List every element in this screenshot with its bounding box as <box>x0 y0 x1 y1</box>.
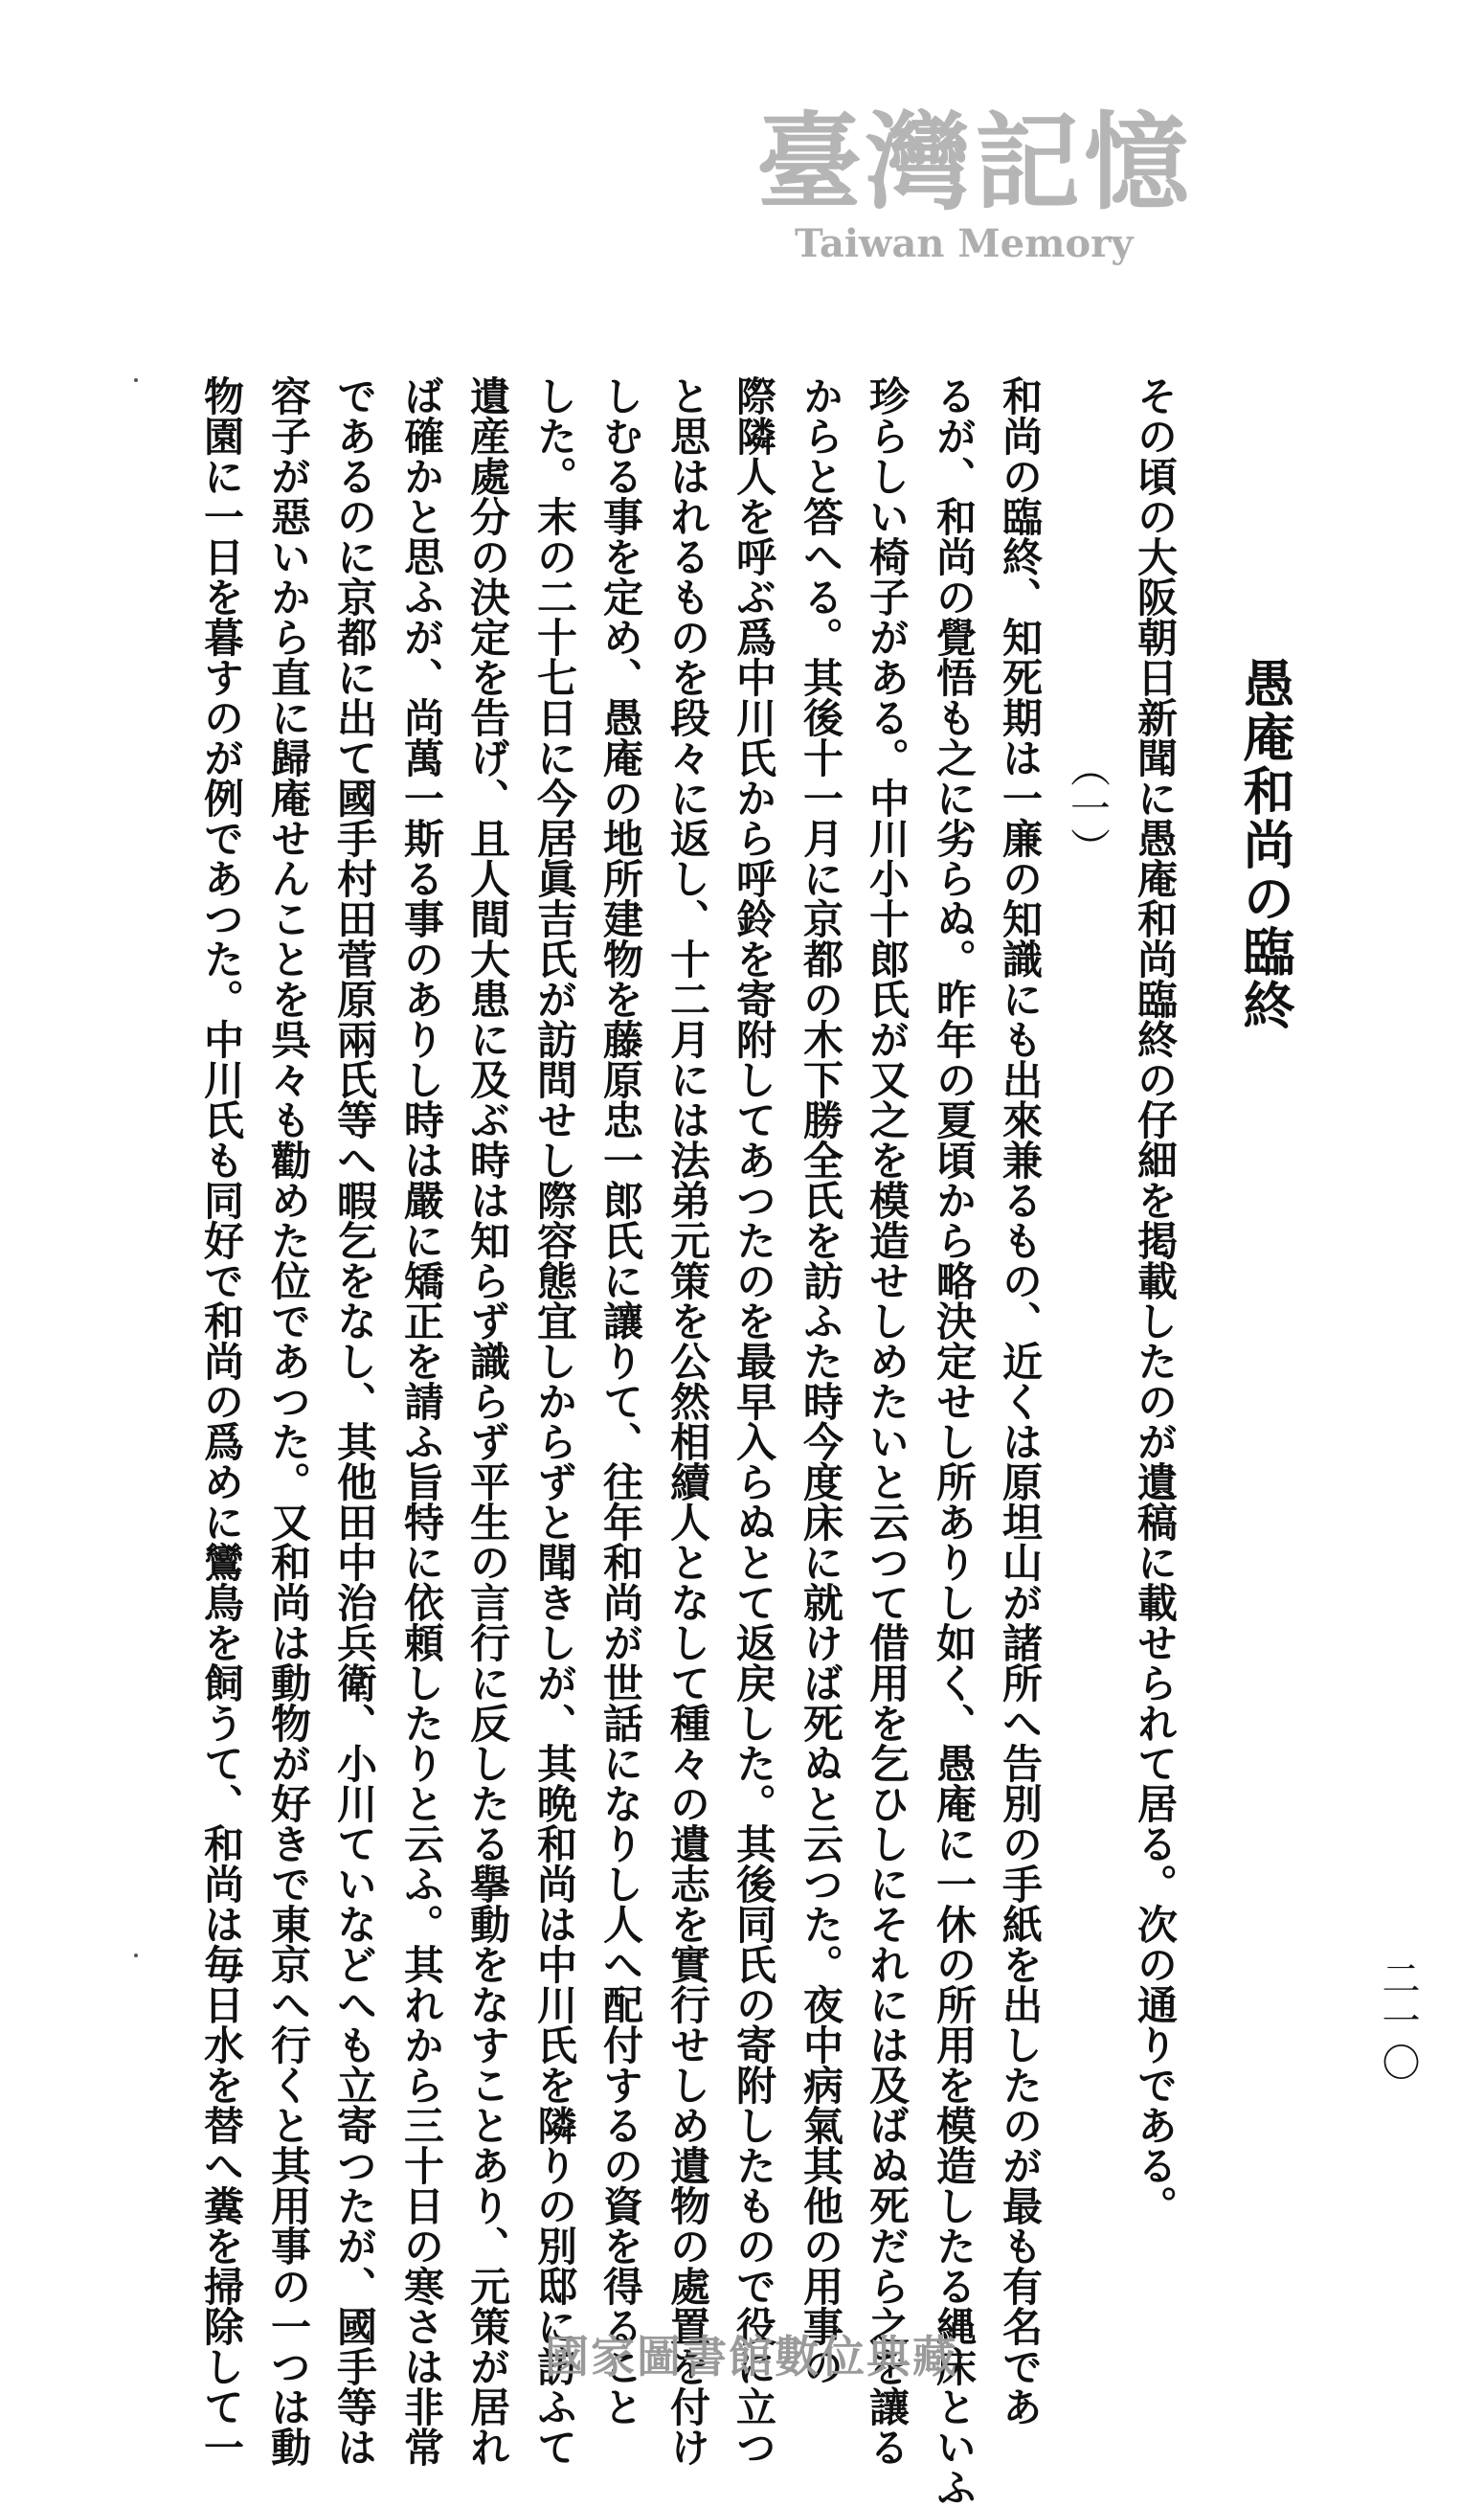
watermark-en: Taiwan Memory <box>795 221 1134 266</box>
scan-speck <box>134 378 138 382</box>
section-heading: （一） <box>1065 747 1112 868</box>
text-column: 珍らしい椅子がある。中川小十郎氏が又之を模造せしめたいと云つて借用を乞ひしにそれには及ばぬ死だら之を讓る <box>864 375 911 2467</box>
text-column: ば確かと思ふが、尚萬一斯る事のありし時は嚴に矯正を請ふ旨特に依頼したりと云ふ。其れから三十日の寒さは非常 <box>398 375 445 2467</box>
chapter-title: 愚庵和尚の臨終 <box>1235 657 1296 1030</box>
text-column: しむる事を定め、愚庵の地所建物を藤原忠一郎氏に讓りて、往年和尚が世話になりし人へ配付するの資を得ること <box>597 375 644 2427</box>
text-column: 際隣人を呼ぶ爲中川氏から呼鈴を寄附してあつたのを最早入らぬとて返戻した。其後同氏の寄附したもので役に立つ <box>731 375 777 2467</box>
page-number: 二一〇 <box>1376 1958 1420 2085</box>
text-column: るが、和尚の覺悟も之に劣らぬ。昨年の夏頃から略決定せし所ありし如く、愚庵に一休の所用を模造したる縄床といふ <box>931 375 978 2507</box>
footer-credit: 國家圖書館數位典藏 <box>545 2331 958 2383</box>
taiwan-memory-watermark <box>756 101 1254 268</box>
text-column: 物園に一日を暮すのが例であつた。中川氏も同好で和尚の爲めに鸞鳥を飼うて、和尚は毎日水を替へ糞を掃除して一 <box>198 375 245 2467</box>
text-column: であるのに京都に出て國手村田菅原兩氏等へ暇乞をなし、其他田中治兵衛、小川ていなどへも立寄つたが、國手等は <box>331 375 378 2467</box>
intro-paragraph: その頃の大阪朝日新聞に愚庵和尚臨終の仔細を掲載したのが遺稿に載せられて居る。次の通りである。 <box>1132 375 1179 2225</box>
text-column: 容子が惡いから直に歸庵せんことを呉々も勸めた位であつた。又和尚は動物が好きで東京へ行くと其用事の一つは動 <box>265 375 312 2467</box>
watermark-cjk: 臺灣記憶 <box>756 101 1193 224</box>
text-column: と思はれるものを段々に返し、十二月には法弟元策を公然相續人となして種々の遺志を實行せしめ遺物の處置を付け <box>664 375 711 2467</box>
text-column: した。末の二十七日に今居眞吉氏が訪問せし際容態宜しからずと聞きしが、其晩和尚は中川氏を隣りの別邸に訪ふて <box>531 375 578 2467</box>
scan-speck <box>134 1954 138 1957</box>
text-column: 和尚の臨終、知死期は一廉の知識にも出來兼るもの、近くは原坦山が諸所へ告別の手紙を出したのが最も有名であ <box>997 375 1044 2427</box>
text-column: からと答へる。其後十一月に京都の木下勝全氏を訪ふた時今度床に就けば死ぬと云つた。夜中病氣其他の用事の <box>798 375 844 2386</box>
text-column: 遺産處分の決定を告げ、且人間大患に及ぶ時は知らず識らず平生の言行に反したる擧動をなすことあり、元策が居れ <box>464 375 511 2467</box>
